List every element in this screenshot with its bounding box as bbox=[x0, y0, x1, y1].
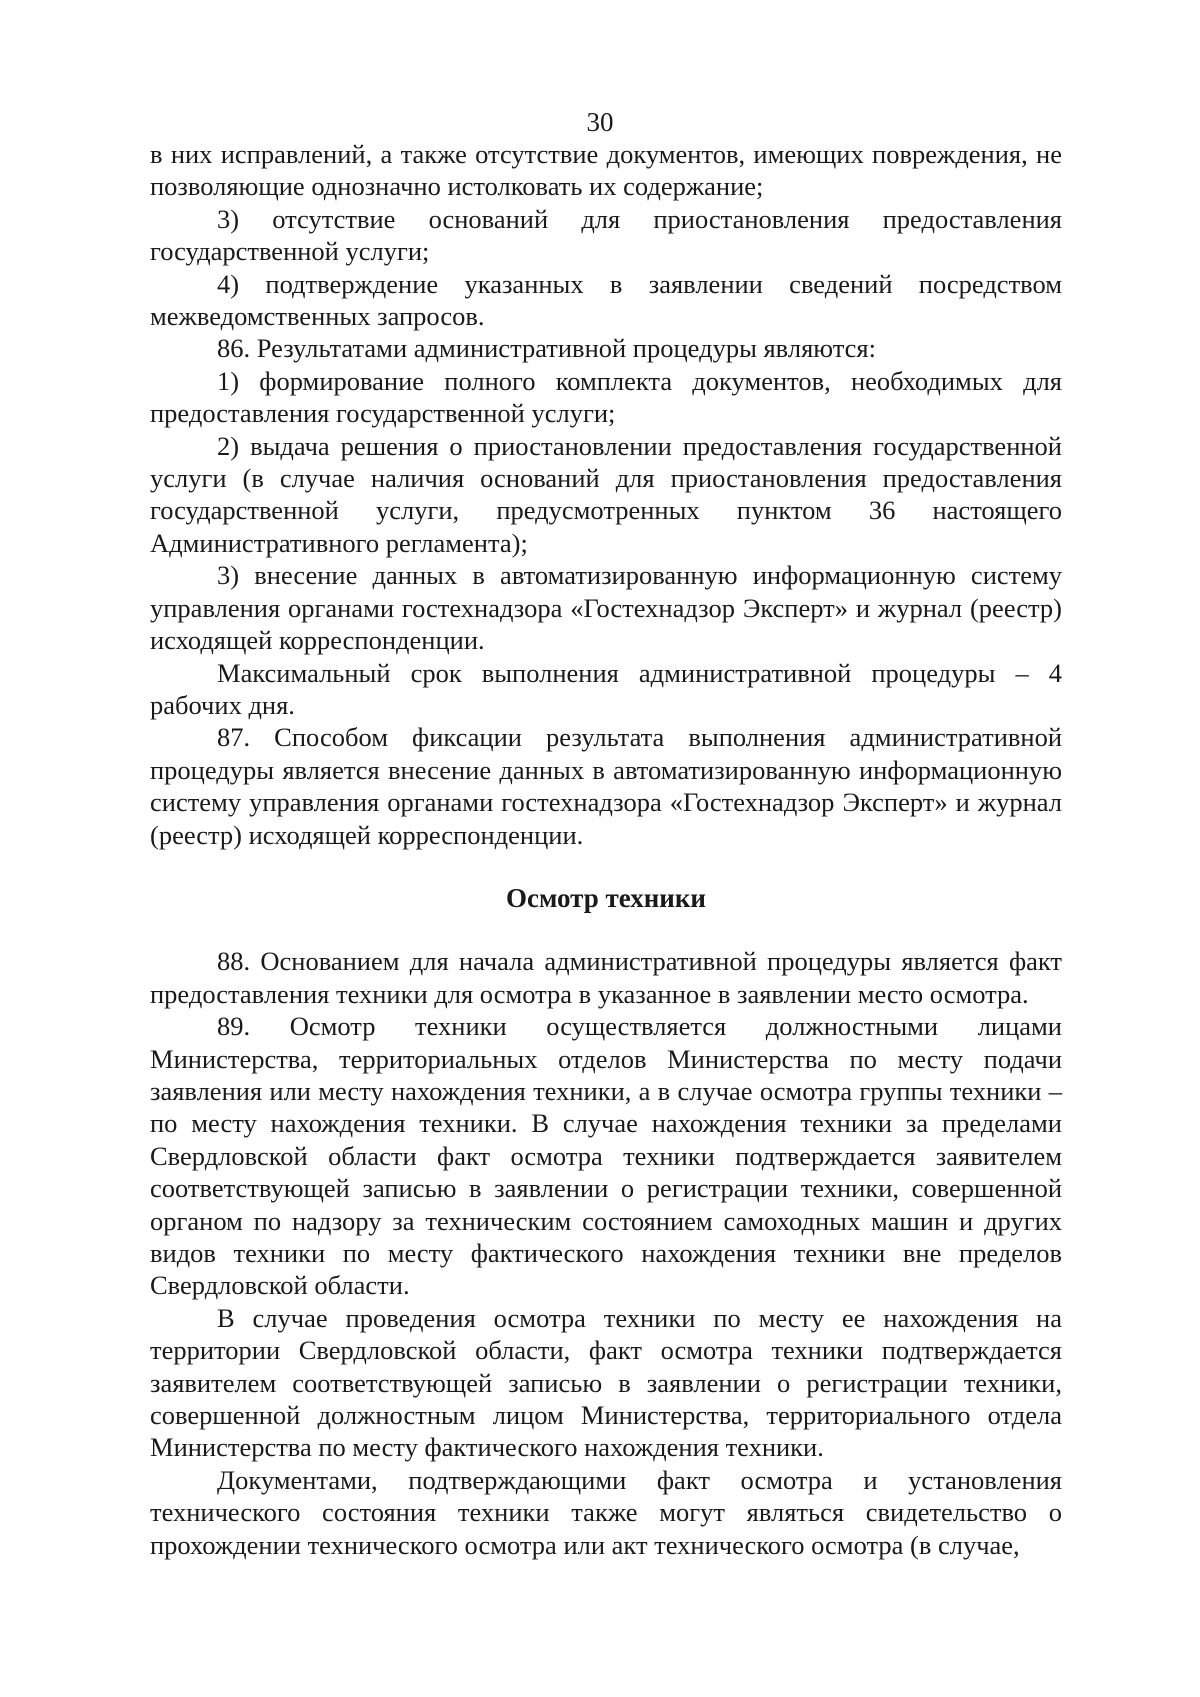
paragraph: 2) выдача решения о приостановлении предоставления государственной услуги (в случае наличия оснований для приостановления предоставления государственной услуги, предусмотренных пунктом 36 настоящего Административного регламента); bbox=[150, 430, 1062, 558]
paragraph: Документами, подтверждающими факт осмотра и установления технического состояния техники также могут являться свидетельство о прохождении технического осмотра или акт технического осмотра (в случае, bbox=[150, 1464, 1062, 1560]
paragraph: 87. Способом фиксации результата выполнения административной процедуры является внесение данных в автоматизированную информационную систему управления органами гостехнадзора «Гостехнадзор Эксперт» и журнал (реестр) исходящей корреспонденции. bbox=[150, 722, 1062, 850]
paragraph: в них исправлений, а также отсутствие документов, имеющих повреждения, не позволяющие однозначно истолковать их содержание; bbox=[150, 139, 1062, 202]
paragraph: 1) формирование полного комплекта документов, необходимых для предоставления государственной услуги; bbox=[150, 365, 1062, 429]
section-heading: Осмотр техники bbox=[506, 882, 706, 913]
paragraph: Максимальный срок выполнения административной процедуры – 4 рабочих дня. bbox=[150, 657, 1062, 720]
paragraph: 3) внесение данных в автоматизированную информационную систему управления органами гостехнадзора «Гостехнадзор Эксперт» и журнал (реестр) исходящей корреспонденции. bbox=[150, 560, 1062, 656]
document-body bbox=[150, 138, 1062, 1561]
paragraph: 88. Основанием для начала административной процедуры является факт предоставления техники для осмотра в указанное в заявлении место осмотра. bbox=[150, 946, 1062, 1009]
page-number: 30 bbox=[586, 107, 614, 137]
paragraph: В случае проведения осмотра техники по месту ее нахождения на территории Свердловской области, факт осмотра техники подтверждается заявителем соответствующей записью в заявлении о регистрации техники, совершенной должностным лицом Министерства, территориального отдела Министерства по месту фактического нахождения техники. bbox=[150, 1302, 1062, 1463]
paragraph: 3) отсутствие оснований для приостановления предоставления государственной услуги; bbox=[150, 203, 1062, 267]
paragraph: 4) подтверждение указанных в заявлении сведений посредством межведомственных запросов. bbox=[150, 268, 1062, 332]
paragraph: 86. Результатами административной процедуры являются: bbox=[217, 333, 876, 364]
paragraph: 89. Осмотр техники осуществляется должностными лицами Министерства, территориальных отделов Министерства по месту подачи заявления или месту нахождения техники, а в случае осмотра группы техники – по месту нахождения техники. В случае нахождения техники за пределами Свердловской области факт осмотра техники подтверждается заявителем соответствующей записью в заявлении о регистрации техники, совершенной органом по надзору за техническим состоянием самоходных машин и других видов техники по месту фактического нахождения техники вне пределов Свердловской области. bbox=[150, 1011, 1062, 1301]
